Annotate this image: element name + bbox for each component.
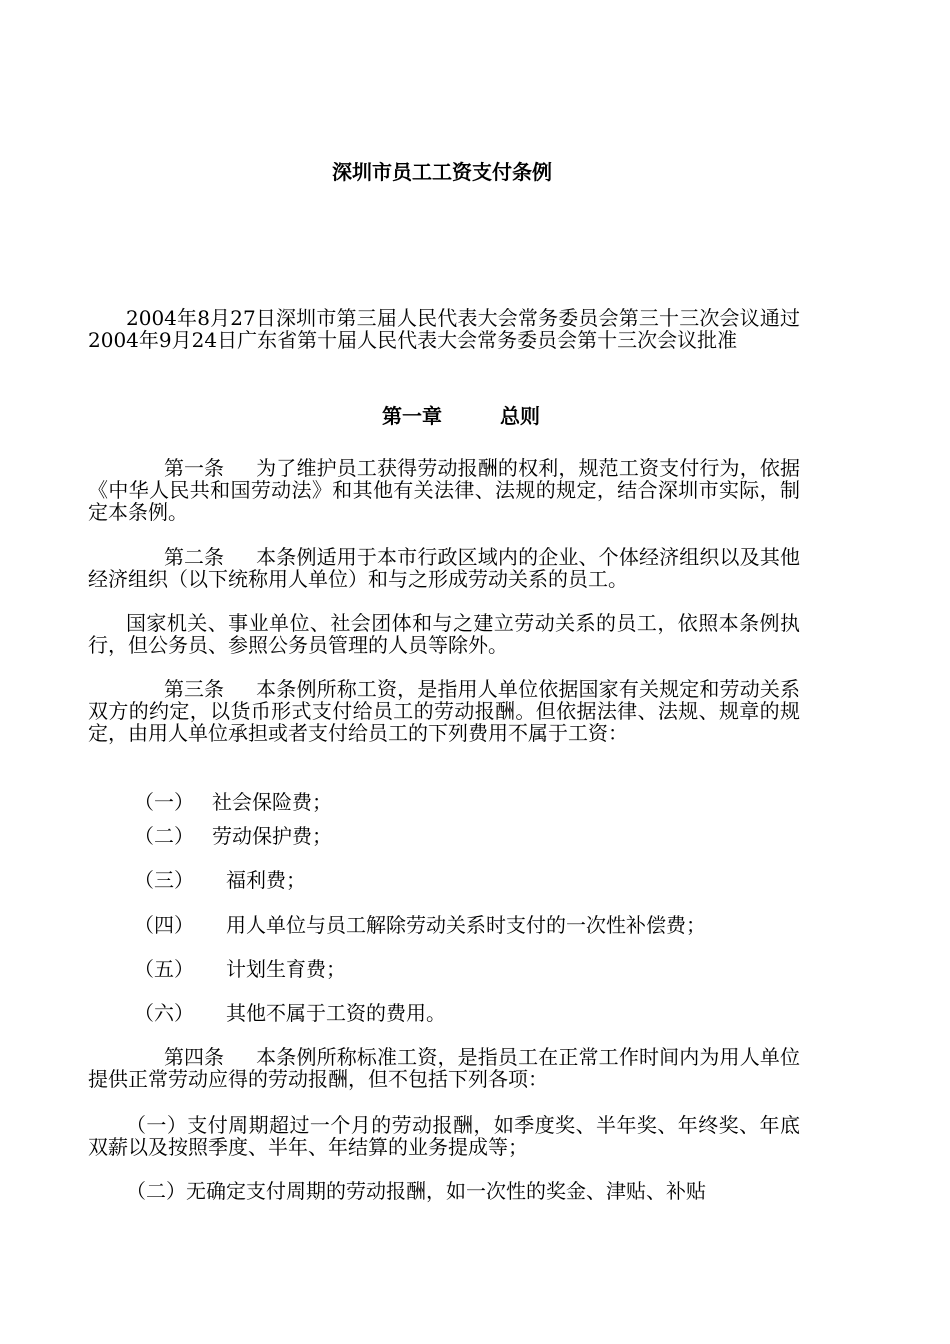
- chapter-name: 总则: [500, 404, 540, 428]
- article-2-text: 本条例适用于本市行政区域内的企业、个体经济组织以及其他经济组织（以下统称用人单位）和与之形成劳动关系的员工。: [88, 545, 800, 591]
- article-4-text: 本条例所称标准工资，是指员工在正常工作时间内为用人单位提供正常劳动应得的劳动报酬，但不包括下列各项：: [88, 1045, 800, 1091]
- article-3-label: 第三条: [164, 677, 224, 701]
- article-4-item-2: （二）无确定支付周期的劳动报酬，如一次性的奖金、津贴、补贴: [126, 1179, 706, 1203]
- chapter-heading: [0, 402, 922, 430]
- document-title: 深圳市员工工资支付条例: [332, 160, 552, 184]
- chapter-number: 第一章: [382, 404, 442, 428]
- list-item: [134, 825, 332, 847]
- list-item-text: 计划生育费；: [226, 957, 346, 981]
- article-2: [88, 546, 800, 590]
- list-item-number: （六）: [134, 1001, 194, 1025]
- list-item: [134, 1002, 446, 1024]
- article-3-text: 本条例所称工资，是指用人单位依据国家有关规定和劳动关系双方的约定，以货币形式支付给员工的劳动报酬。但依据法律、法规、规章的规定，由用人单位承担或者支付给员工的下列费用不属于工资：: [88, 677, 800, 745]
- article-2-label: 第二条: [164, 545, 224, 569]
- list-item-number: （五）: [134, 957, 194, 981]
- article-3: [88, 678, 800, 744]
- article-4-item-1: （一）支付周期超过一个月的劳动报酬，如季度奖、半年奖、年终奖、年底双薪以及按照季度、半年、年结算的业务提成等；: [88, 1113, 800, 1159]
- list-item: [134, 958, 346, 980]
- list-item-text: 社会保险费；: [212, 790, 332, 814]
- preamble: 2004年8月27日深圳市第三届人民代表大会常务委员会第三十三次会议通过2004年9月24日广东省第十届人民代表大会常务委员会第十三次会议批准: [88, 306, 800, 352]
- article-1-text: 为了维护员工获得劳动报酬的权利，规范工资支付行为，依据《中华人民共和国劳动法》和其他有关法律、法规的规定，结合深圳市实际，制定本条例。: [88, 456, 800, 524]
- list-item-number: （一）: [134, 790, 194, 814]
- article-4: [88, 1046, 800, 1090]
- list-item-text: 用人单位与员工解除劳动关系时支付的一次性补偿费；: [226, 913, 706, 937]
- list-item-text: 劳动保护费；: [212, 824, 332, 848]
- article-2-paragraph-2: 国家机关、事业单位、社会团体和与之建立劳动关系的员工，依照本条例执行，但公务员、参照公务员管理的人员等除外。: [88, 611, 800, 657]
- list-item-number: （四）: [134, 913, 194, 937]
- list-item-number: （二）: [134, 824, 194, 848]
- list-item: [134, 791, 332, 813]
- list-item-text: 其他不属于工资的费用。: [226, 1001, 446, 1025]
- article-1: [88, 457, 800, 523]
- list-item: [134, 869, 306, 891]
- article-1-label: 第一条: [164, 456, 224, 480]
- list-item-number: （三）: [134, 868, 194, 892]
- article-4-label: 第四条: [164, 1045, 224, 1069]
- list-item-text: 福利费；: [226, 868, 306, 892]
- list-item: [134, 914, 706, 936]
